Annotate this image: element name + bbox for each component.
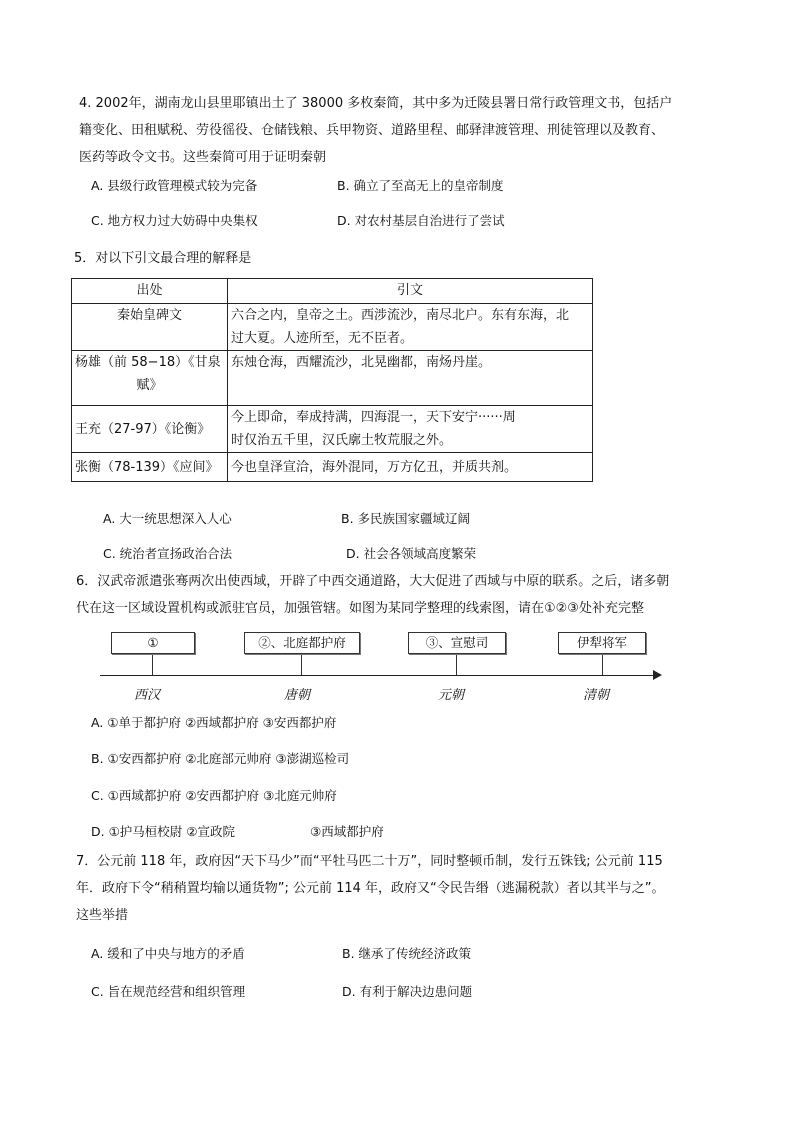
timeline-box-2: ②、北庭都护府 (244, 632, 360, 654)
q4-stem-line1: 4. 2002年，湖南龙山县里耶镇出土了 38000 多枚秦简，其中多为迁陵县署日常行政管理文书，包括户 (79, 96, 673, 111)
timeline-connector (602, 654, 603, 675)
timeline-box-1: ① (111, 632, 195, 654)
source-text: 秦始皇碑文 (116, 308, 182, 323)
q6-option-d[interactable]: D. ①护马桓校尉 ②宣政院 (91, 824, 235, 839)
header-source: 出处 (72, 279, 228, 304)
quote-text-line: 今也皇泽宣洽，海外混同，万方亿丑，并质共剂。 (231, 459, 518, 475)
q7-stem-line2: 年．政府下令“稍稍置均输以通货物”; 公元前 114 年，政府又“令民告缗（逃漏税款）者以其半与之”。 (76, 881, 665, 896)
q5-option-c[interactable]: C. 统治者宣扬政治合法 (103, 546, 233, 561)
table-row (72, 304, 593, 351)
era-label: 唐朝 (284, 688, 311, 703)
timeline-diagram (95, 628, 670, 708)
timeline-connector (456, 654, 457, 675)
header-quote: 引文 (228, 279, 593, 304)
q4-stem-line2: 籍变化、田租赋税、劳役徭役、仓储钱粮、兵甲物资、道路里程、邮驿津渡管理、刑徒管理以及教育、 (79, 123, 665, 138)
source-text: 赋》 (136, 378, 163, 393)
q7-stem-line1: 7．公元前 118 年，政府因“天下马少”而“平牡马匹二十万”，同时整顿币制，发行五铢钱; 公元前 115 (76, 854, 663, 869)
quote-text-line: 时仅治五千里，汉氏廓土牧荒服之外。 (231, 433, 453, 448)
q6-stem-line1: 6．汉武帝派遣张骞两次出使西域，开辟了中西交通道路，大大促进了西域与中原的联系。之后，诸多朝 (76, 574, 670, 589)
quote-text-line: 过大夏。人迹所至，无不臣者。 (231, 331, 414, 346)
timeline-box-4: 伊犁将军 (558, 632, 646, 654)
table-row (72, 453, 593, 482)
q7-option-a[interactable]: A. 缓和了中央与地方的矛盾 (91, 946, 245, 961)
source-cell (72, 406, 228, 453)
timeline-connector (301, 654, 302, 675)
quote-text-line: 东烛仓海，西耀流沙，北晃幽都，南炀丹崖。 (231, 355, 492, 370)
q6-stem-line2: 代在这一区域设置机构或派驻官员，加强管辖。如图为某同学整理的线索图，请在①②③处补充完整 (76, 601, 644, 616)
q7-stem-line3: 这些举措 (76, 908, 129, 923)
q6-option-b[interactable]: B. ①安西都护府 ②北庭部元帅府 ③澎湖巡检司 (91, 751, 350, 766)
era-label: 西汉 (134, 688, 161, 703)
source-cell (72, 304, 228, 351)
quote-cell (228, 304, 593, 351)
timeline-connector (152, 654, 153, 675)
quote-cell (228, 406, 593, 453)
quote-cell (228, 351, 593, 406)
table-header-row (72, 279, 593, 304)
source-text: 杨雄（前 58−18）《甘泉 (75, 355, 221, 370)
q5-option-b[interactable]: B. 多民族国家疆域辽阔 (341, 511, 471, 526)
era-label: 元朝 (438, 688, 465, 703)
q7-option-b[interactable]: B. 继承了传统经济政策 (342, 946, 472, 961)
table-row (72, 406, 593, 453)
quote-cell (228, 453, 593, 482)
q7-option-c[interactable]: C. 旨在规范经营和组织管理 (91, 984, 246, 999)
q5-stem: 5．对以下引文最合理的解释是 (74, 251, 252, 266)
q6-option-c[interactable]: C. ①西域都护府 ②安西都护府 ③北庭元帅府 (91, 788, 337, 803)
quote-text-line: 今上即命，奉成持满，四海混一，天下安宁······周 (231, 410, 516, 425)
q4-option-a[interactable]: A. 县级行政管理模式较为完备 (91, 178, 258, 193)
q5-option-a[interactable]: A. 大一统思想深入人心 (103, 511, 232, 526)
q5-option-d[interactable]: D. 社会各领域高度繁荣 (346, 546, 477, 561)
q4-option-d[interactable]: D. 对农村基层自治进行了尝试 (337, 213, 505, 228)
q6-option-a[interactable]: A. ①单于都护府 ②西域都护府 ③安西都护府 (91, 715, 337, 730)
timeline-box-3: ③、宣慰司 (408, 632, 506, 654)
arrow-right-icon (653, 670, 662, 680)
era-label: 清朝 (583, 688, 610, 703)
q4-option-c[interactable]: C. 地方权力过大妨碍中央集权 (91, 213, 258, 228)
table-row (72, 351, 593, 406)
source-text: 张衡（78-139）《应间》 (75, 459, 219, 475)
q4-stem-line3: 医药等政令文书。这些秦简可用于证明秦朝 (79, 150, 327, 165)
q7-option-d[interactable]: D. 有利于解决边患问题 (342, 984, 473, 999)
q6-option-d-part2: ③西域都护府 (310, 824, 384, 839)
source-cell (72, 453, 228, 482)
q4-option-b[interactable]: B. 确立了至高无上的皇帝制度 (337, 178, 504, 193)
source-cell (72, 351, 228, 406)
source-text: 王充（27-97）《论衡》 (75, 421, 211, 437)
citation-table (71, 278, 593, 482)
quote-text-line: 六合之内，皇帝之土。西涉流沙，南尽北户。东有东海，北 (231, 308, 570, 323)
timeline-axis (100, 675, 655, 676)
